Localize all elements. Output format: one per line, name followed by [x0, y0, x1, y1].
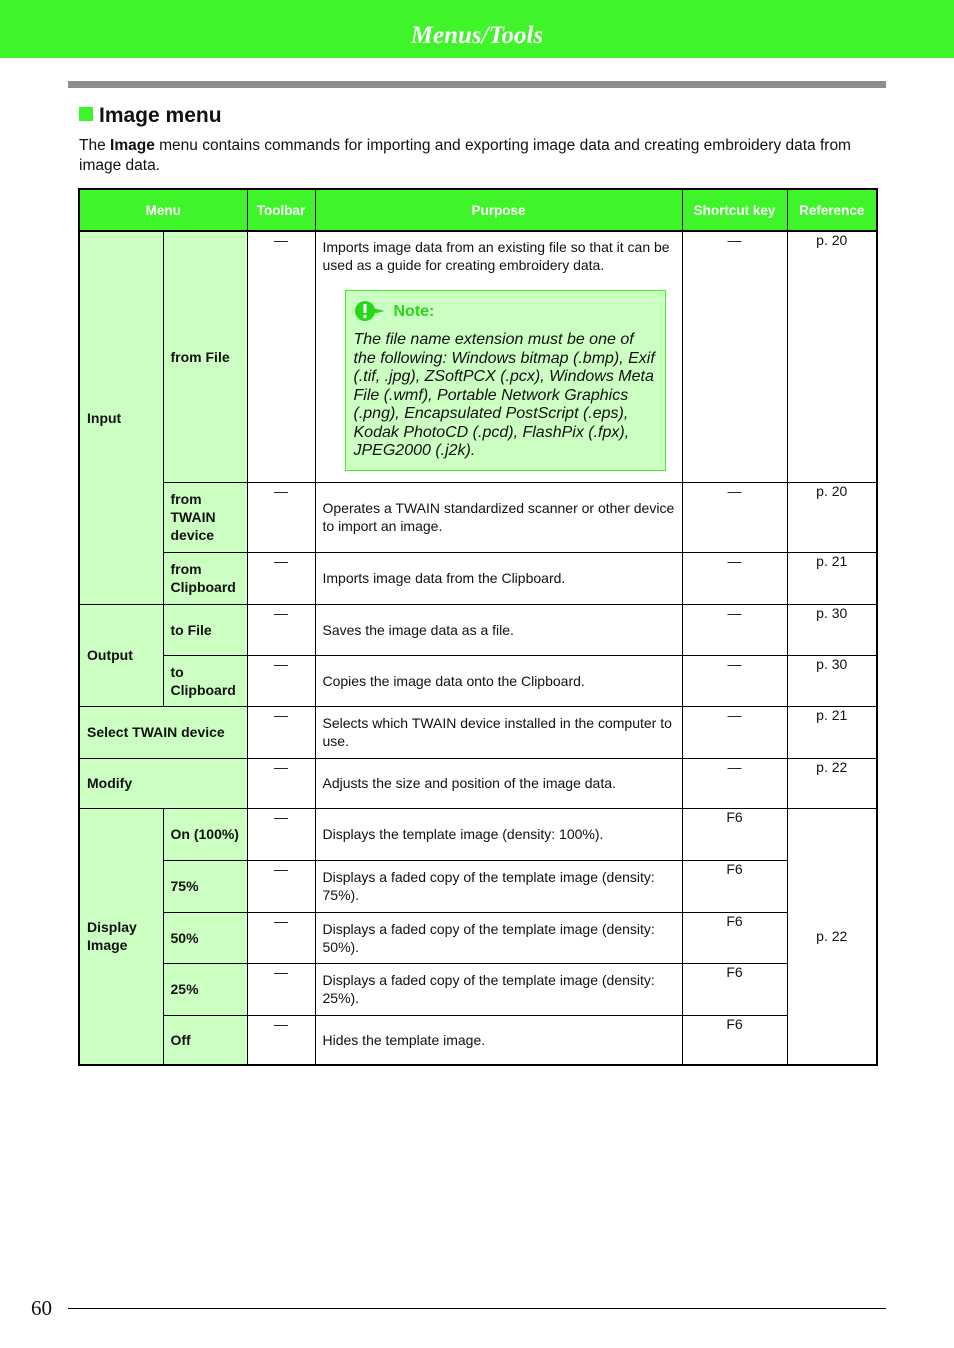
table-row	[79, 860, 877, 912]
menu-cell: On (100%)	[163, 808, 247, 860]
intro-text-start: The	[79, 137, 111, 154]
toolbar-cell: —	[247, 604, 315, 655]
col-header-purpose: Purpose	[315, 189, 682, 231]
purpose-cell: Selects which TWAIN device installed in the computer to use.	[315, 706, 682, 758]
reference-cell: p. 30	[787, 655, 877, 706]
toolbar-cell: —	[247, 552, 315, 604]
menu-modify: Modify	[79, 758, 247, 808]
reference-cell: p. 20	[787, 482, 877, 552]
col-header-toolbar: Toolbar	[247, 189, 315, 231]
menu-cell: from Clipboard	[163, 552, 247, 604]
menu-cell: to File	[163, 604, 247, 655]
toolbar-cell: —	[247, 808, 315, 860]
shortcut-cell: F6	[682, 963, 787, 1015]
purpose-cell: Copies the image data onto the Clipboard.	[315, 655, 682, 706]
col-header-reference: Reference	[787, 189, 877, 231]
section-title-text: Image menu	[99, 104, 222, 127]
group-input: Input	[79, 231, 163, 604]
purpose-cell: Adjusts the size and position of the image data.	[315, 758, 682, 808]
image-menu-table	[78, 188, 878, 1066]
table-row	[79, 808, 877, 860]
table-header-row	[79, 189, 877, 231]
intro-paragraph	[79, 136, 879, 176]
table-row	[79, 758, 877, 808]
toolbar-cell: —	[247, 963, 315, 1015]
table-row	[79, 706, 877, 758]
shortcut-cell: —	[682, 482, 787, 552]
purpose-cell: Displays a faded copy of the template image (density: 50%).	[315, 912, 682, 963]
menu-cell: 25%	[163, 963, 247, 1015]
purpose-cell: Displays the template image (density: 100%).	[315, 808, 682, 860]
table-row	[79, 912, 877, 963]
toolbar-cell: —	[247, 860, 315, 912]
purpose-cell: Imports image data from the Clipboard.	[315, 552, 682, 604]
reference-cell: p. 30	[787, 604, 877, 655]
shortcut-cell: —	[682, 231, 787, 482]
intro-bold-image: Image	[110, 137, 155, 154]
purpose-cell: Displays a faded copy of the template image (density: 75%).	[315, 860, 682, 912]
shortcut-cell: —	[682, 604, 787, 655]
toolbar-cell: —	[247, 655, 315, 706]
col-header-shortcut: Shortcut key	[682, 189, 787, 231]
page-header-bar	[0, 0, 954, 58]
table-row	[79, 963, 877, 1015]
table-row	[79, 1015, 877, 1065]
shortcut-cell: —	[682, 758, 787, 808]
table-row	[79, 604, 877, 655]
toolbar-cell: —	[247, 1015, 315, 1065]
shortcut-cell: F6	[682, 808, 787, 860]
menu-cell: 75%	[163, 860, 247, 912]
note-heading	[354, 300, 657, 327]
menu-cell: to Clipboard	[163, 655, 247, 706]
menu-cell: Off	[163, 1015, 247, 1065]
purpose-text: Imports image data from an existing file so that it can be used as a guide for creating embroidery data.	[322, 239, 670, 273]
purpose-cell	[315, 231, 682, 482]
menu-cell: from File	[163, 231, 247, 482]
bullet-square-icon	[79, 107, 93, 121]
shortcut-cell: —	[682, 552, 787, 604]
purpose-cell: Operates a TWAIN standardized scanner or other device to import an image.	[315, 482, 682, 552]
toolbar-cell: —	[247, 482, 315, 552]
section-divider	[68, 81, 886, 88]
table-row	[79, 482, 877, 552]
table-row	[79, 655, 877, 706]
reference-cell: p. 22	[787, 758, 877, 808]
toolbar-cell: —	[247, 912, 315, 963]
reference-cell: p. 21	[787, 706, 877, 758]
table-row	[79, 552, 877, 604]
footer-rule	[68, 1308, 886, 1309]
menu-cell: 50%	[163, 912, 247, 963]
reference-cell: p. 20	[787, 231, 877, 482]
purpose-cell: Displays a faded copy of the template image (density: 25%).	[315, 963, 682, 1015]
menu-select-twain: Select TWAIN device	[79, 706, 247, 758]
toolbar-cell: —	[247, 231, 315, 482]
header-title: Menus/Tools	[410, 22, 544, 49]
toolbar-cell: —	[247, 758, 315, 808]
shortcut-cell: F6	[682, 1015, 787, 1065]
page-number: 60	[31, 1296, 52, 1320]
purpose-cell: Saves the image data as a file.	[315, 604, 682, 655]
menu-cell: from TWAIN device	[163, 482, 247, 552]
note-text: The file name extension must be one of the following: Windows bitmap (.bmp), Exif (.tif, .jpg), ZSoftPCX (.pcx), Windows Meta File (.wmf), Portable Network Graphics (.png), Encapsulated PostScript (.eps), Kodak PhotoCD (.pcd), FlashPix (.fpx), JPEG2000 (.j2k).	[353, 331, 655, 459]
note-heading-text: Note:	[393, 303, 435, 320]
group-display-image: Display Image	[79, 808, 163, 1065]
section-title	[79, 104, 222, 128]
purpose-cell: Hides the template image.	[315, 1015, 682, 1065]
shortcut-cell: —	[682, 655, 787, 706]
intro-text-end: menu contains commands for importing and exporting image data and creating embroidery data from image data.	[79, 137, 851, 174]
reference-cell: p. 21	[787, 552, 877, 604]
toolbar-cell: —	[247, 706, 315, 758]
col-header-menu: Menu	[79, 189, 247, 231]
note-exclamation-icon	[354, 300, 386, 327]
group-output: Output	[79, 604, 163, 706]
shortcut-cell: F6	[682, 860, 787, 912]
note-box	[345, 290, 666, 471]
shortcut-cell: —	[682, 706, 787, 758]
shortcut-cell: F6	[682, 912, 787, 963]
table-row	[79, 231, 877, 482]
reference-cell-display: p. 22	[787, 808, 877, 1065]
